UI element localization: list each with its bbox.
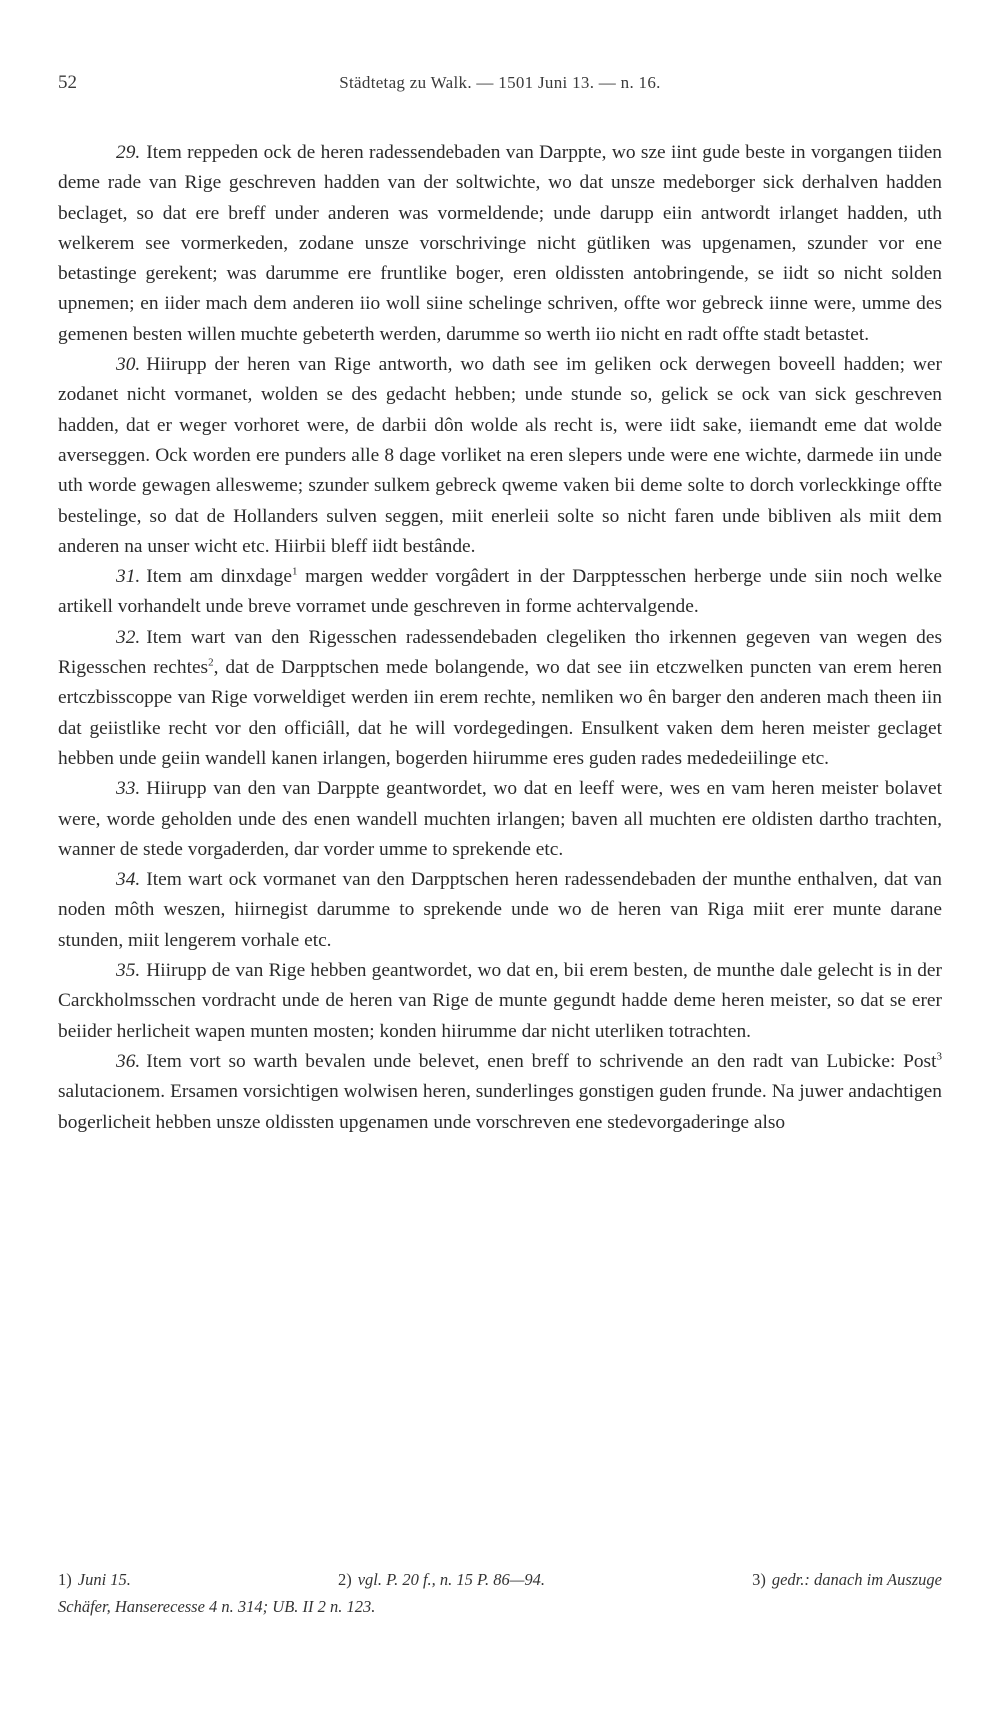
paragraph-text: Item wart ock vormanet van den Darpptschen heren radessendebaden der munthe enthalven, dat van noden môth weszen, hiirnegist darumme to sprekende unde wo de heren van Riga miit erer munte darane stunden, miit lengerem vorhale etc. [58, 869, 942, 951]
paragraph-number: 32. [116, 626, 141, 648]
paragraph-number: 33. [116, 778, 141, 800]
paragraph-number: 30. [116, 354, 141, 376]
paragraph-text-cont: , dat de Darpptschen mede bolangende, wo dat see iin etczwelken puncten van erem heren ertczbisscoppe van Rige vorweldiget werden iin erem rechte, nemliken wo ên barger den anderen mach theen iin dat geiistlike recht vor den officiâll, dat he will vordegedingen. Ensulkent vaken dem heren meister geclaget hebben unde geiin wandell kanen irlangen, bogerden hiirumme eres guden rades mededeiilinge etc. [58, 657, 942, 769]
footnote-3 [752, 1566, 942, 1593]
footnote-1 [58, 1566, 131, 1593]
paragraph-number: 31. [116, 566, 141, 588]
paragraph-35 [58, 956, 942, 1047]
footnote-text: gedr.: danach im Auszuge [771, 1570, 942, 1589]
footnotes [58, 1566, 942, 1620]
footnote-ref-3: 3 [936, 1050, 942, 1063]
footnote-text: vgl. P. 20 f., n. 15 P. 86—94. [357, 1570, 546, 1589]
paragraph-text: Item am dinxdage [146, 566, 292, 588]
footnote-text: Juni 15. [77, 1570, 131, 1589]
paragraph-36 [58, 1047, 942, 1138]
paragraph-text: Item vort so warth bevalen unde belevet, enen breff to schrivende an den radt van Lubicke: Post [146, 1050, 937, 1072]
paragraph-text-cont: margen wedder vorgâdert in der Darpptesschen herberge unde siin noch welke artikell vorhandelt unde breve vorramet unde geschreven in forme achtervalgende. [58, 566, 942, 618]
page-header [58, 72, 942, 102]
footnote-row [58, 1566, 942, 1593]
footnote-2 [338, 1566, 545, 1593]
paragraph-30 [58, 350, 942, 562]
paragraph-text: Hiirupp der heren van Rige antworth, wo dath see im geliken ock derwegen boveell hadden; wer zodanet nicht vormanet, wolden se des gedacht hebben; unde stunde so, gelick se ock van sick geschreven hadden, dat er weger vorhoret were, de darbii dôn wolde als recht is, were iidt sake, iiemandt eme dat wolde averseggen. Ock worden ere punders alle 8 dage vorliket na eren slepers unde were ene wichte, darmede iin unde uth worde gewagen allesweme; szunder sulkem gebreck qweme vaken bii deme solte to dorch vorleckkinge offte bestelinge, so dat de Hollanders sulven seggen, miit enerleii solte so nicht faren unde bibliven als miit dem anderen na unser wicht etc. Hiirbii bleff iidt bestânde. [58, 354, 942, 557]
paragraph-29 [58, 138, 942, 350]
paragraph-number: 34. [116, 869, 141, 891]
paragraph-text-cont: salutacionem. Ersamen vorsichtigen wolwisen heren, sunderlinges gonstigen guden frunde. Na juwer andachtigen bogerlicheit hebben unsze oldissten upgenamen unde vorschreven ene stedevorgaderinge also [58, 1081, 942, 1133]
paragraph-31 [58, 562, 942, 623]
running-title: Städtetag zu Walk. — 1501 Juni 13. — n. 16. [339, 73, 661, 92]
paragraph-text: Item wart van den Rigesschen radessendebaden clegeliken tho irkennen gegeven van wegen des Rigesschen rechtes [58, 626, 942, 679]
page-number: 52 [58, 72, 77, 93]
paragraph-number: 36. [116, 1050, 141, 1072]
footnote-mark: 1) [58, 1570, 72, 1589]
paragraph-text: Item reppeden ock de heren radessendebaden van Darppte, wo sze iint gude beste in vorgangen tiiden deme rade van Rige geschreven hadden van der soltwichte, wo dat unsze medeborger sick derhalven hadden beclaget, so dat ere breff under anderen was vormeldende; unde darupp eiin antwordt irlanget hadden, uth welkerem see vormerkeden, zodane unsze vorschrivinge nicht gütliken was upgenamen, szunder vor ene betastinge gerekent; was darumme ere fruntlike boger, eren oldissten antobringende, se iidt so nicht solden upnemen; en iider mach dem anderen iio woll siine schelinge schriven, offte wor gebreck iinne were, umme des gemenen besten willen muchte gebeterth werden, darumme so werth iio nicht en radt offte stadt betastet. [58, 142, 942, 345]
paragraph-number: 35. [116, 960, 141, 982]
paragraph-33 [58, 774, 942, 865]
footnote-ref-1: 1 [291, 565, 298, 578]
main-text [58, 138, 942, 1138]
paragraph-text: Hiirupp van den van Darppte geantwordet, wo dat en leeff were, wes en vam heren meister bolavet were, worde geholden unde des enen wandell muchten irlangen; baven all muchten ere oldisten dartho trachten, wanner de stede vorgaderden, dar vorder umme to sprekende etc. [58, 778, 942, 860]
paragraph-32 [58, 623, 942, 774]
footnote-mark: 2) [337, 1570, 352, 1589]
footnote-mark: 3) [752, 1570, 766, 1589]
footnote-continuation: Schäfer, Hanserecesse 4 n. 314; UB. II 2 n. 123. [58, 1597, 376, 1616]
paragraph-number: 29. [116, 142, 141, 163]
paragraph-34 [58, 865, 942, 956]
paragraph-text: Hiirupp de van Rige hebben geantwordet, wo dat en, bii erem besten, de munthe dale gelecht is in der Carckholmsschen vordracht unde de heren van Rige de munte gegundt hadde deme heren meister, so dat se erer beiider herlicheit wapen munten mosten; konden hiirumme dar nicht uterliken totrachten. [58, 960, 942, 1042]
footnote-ref-2: 2 [208, 656, 214, 669]
